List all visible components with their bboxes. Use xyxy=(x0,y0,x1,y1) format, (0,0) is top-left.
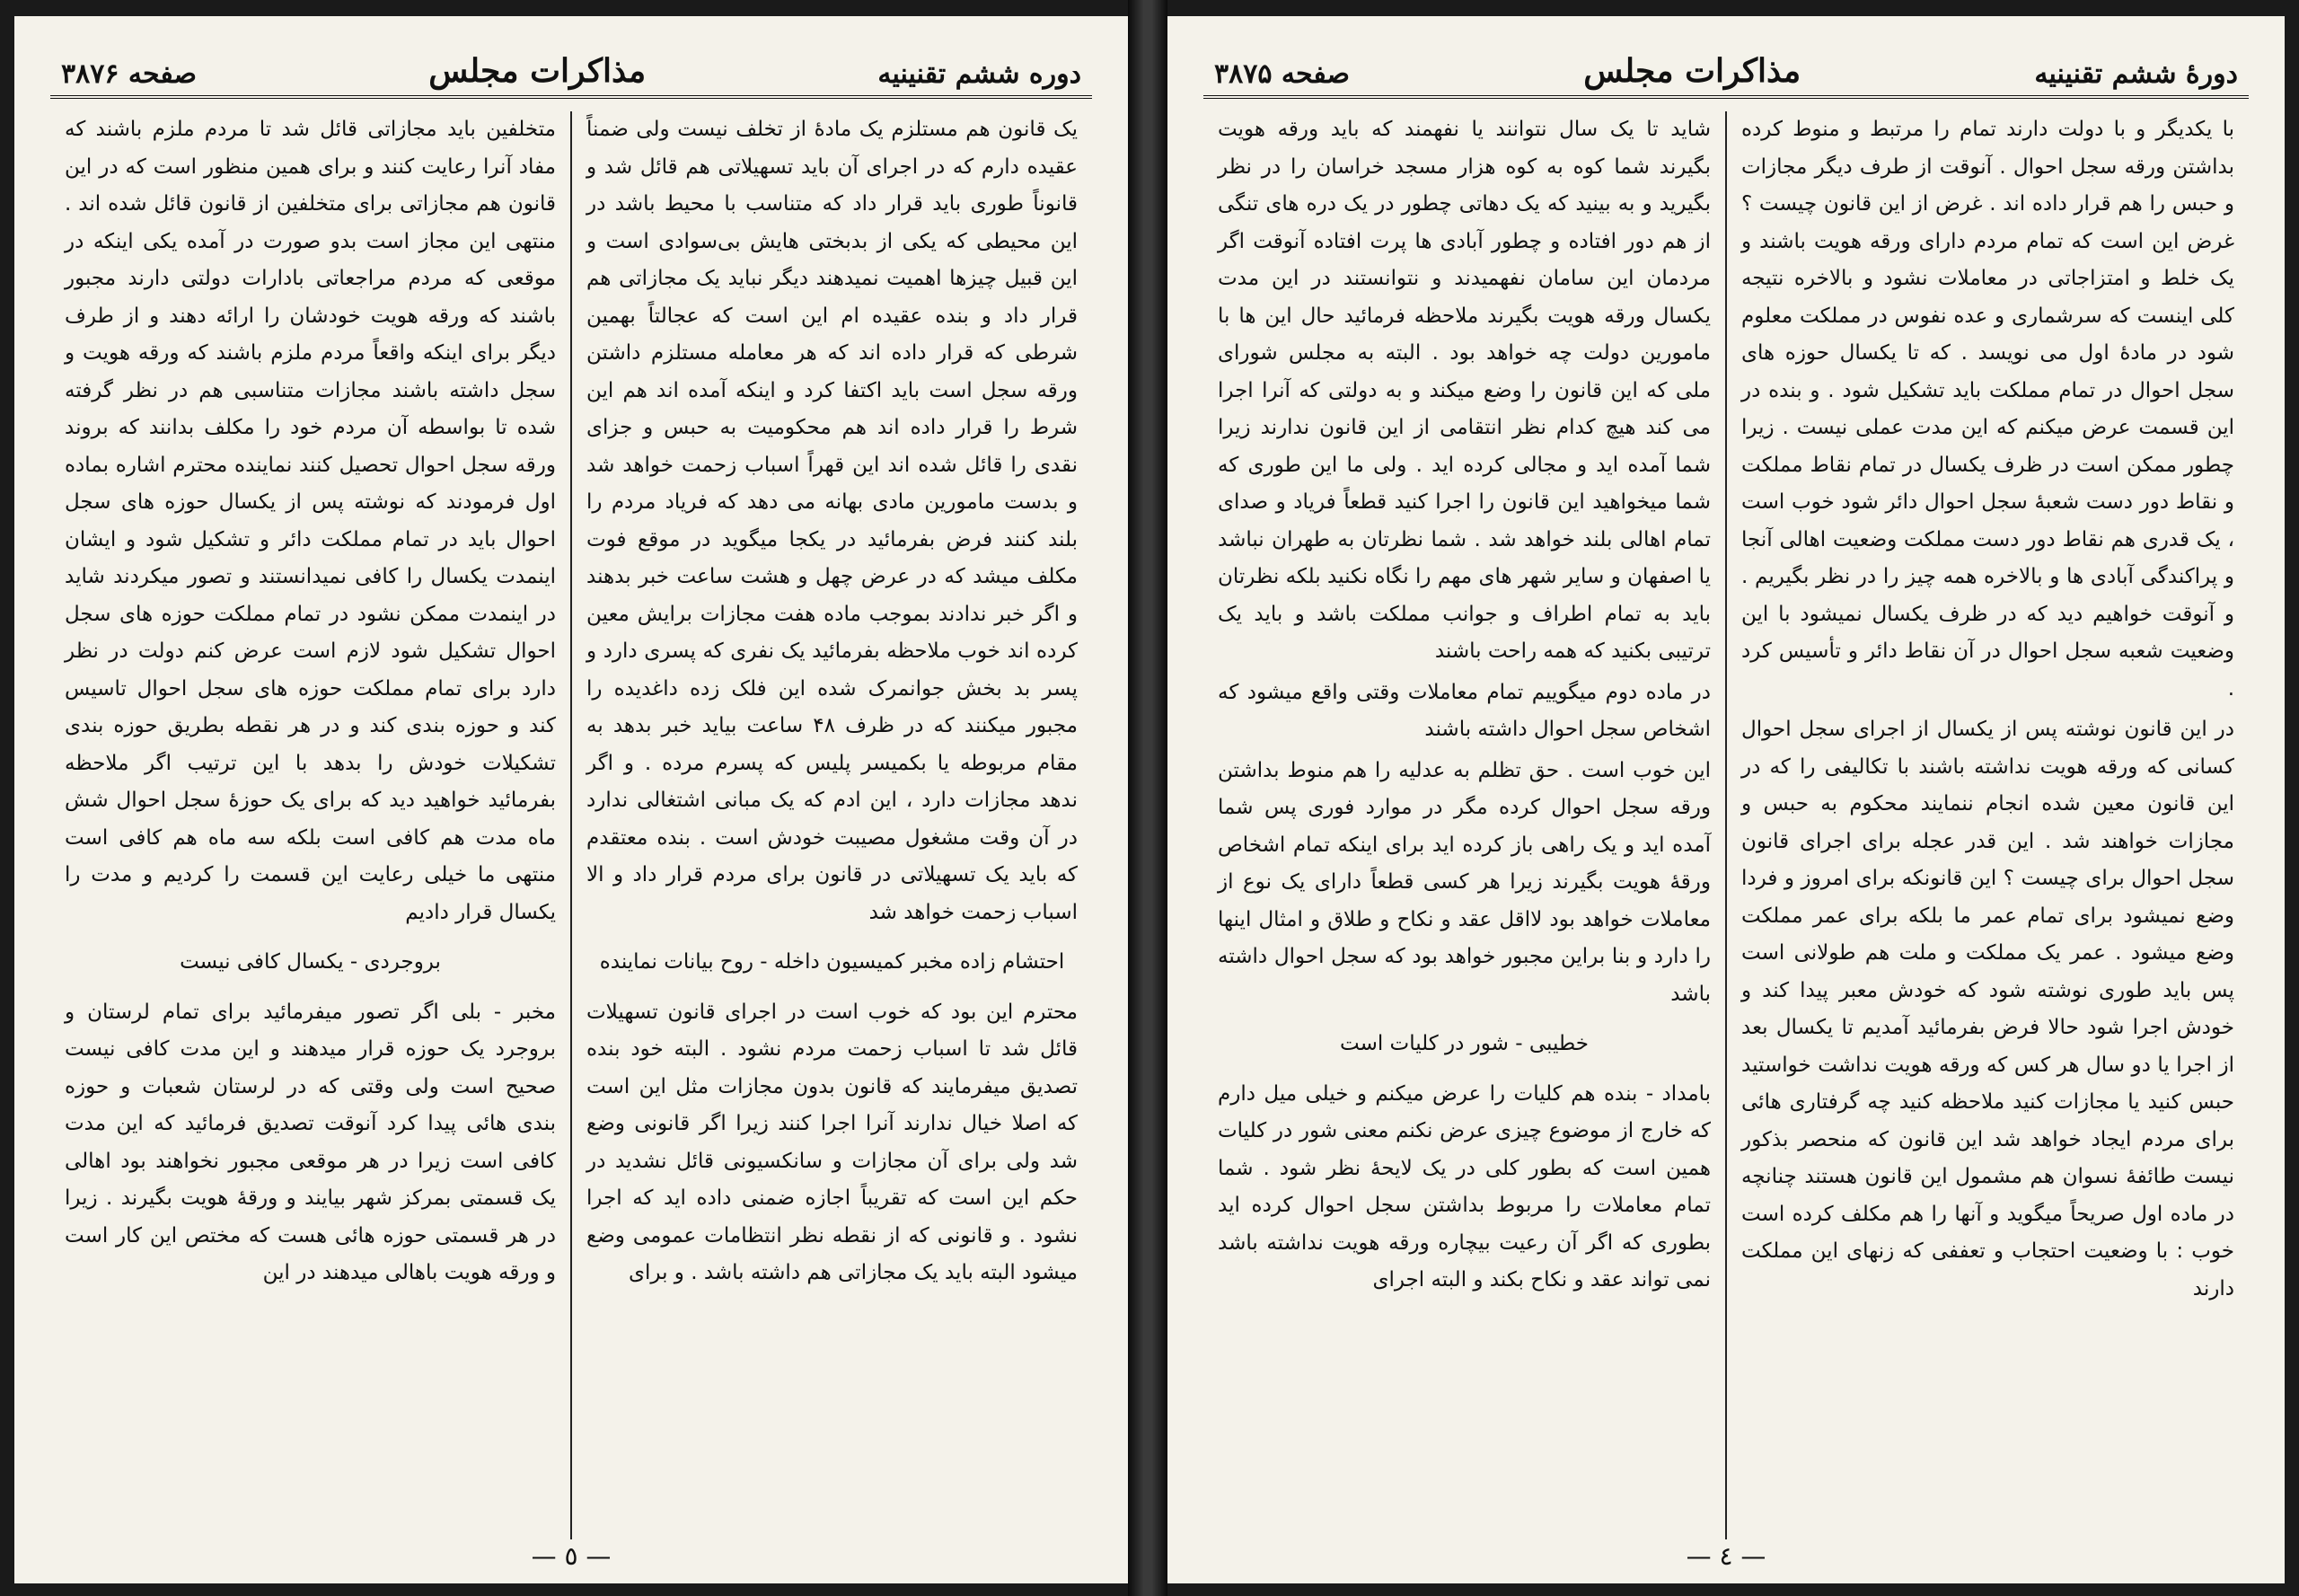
right-col-left-paragraph: شاید تا یک سال نتوانند یا نفهمند که باید ورقه هویت بگیرند شما کوه به کوه هزار مسجد خراسان را در نظر بگیرید و به بینید که یک دهاتی چطور در یک دره های تنگی از هم دور افتاده و چطور آبادی ها پرت افتاده آنوقت اگر مردمان این سامان نفهمیدند و نتوانستند در این مدت یکسال ورقه هویت بگیرند ملاحظه فرمائید حال این ها با مامورین دولت چه خواهد بود . البته به مجلس شورای ملی که این قانون را وضع میکند و به دولتی که آنرا اجرا می کند هیچ کدام نظر انتقامی از این قانون ندارند زیرا شما آمده اید و مجالی کرده اید . ولی ما این طوری که شما میخواهید این قانون را اجرا کنید قطعاً فریاد و صدای تمام اهالی بلند خواهد شد . شما نظرتان به طهران نباشد یا اصفهان و سایر شهر های مهم را نگاه نکنید بلکه نظرتان باید به تمام اطراف و جوانب مملکت باشد و باید یک ترتیبی بکنید که همه راحت باشند xyxy=(1218,118,1711,663)
left-page-header xyxy=(50,41,1092,99)
left-page-column-right xyxy=(572,111,1092,1539)
right-page-header xyxy=(1203,41,2249,99)
right-page-column-left xyxy=(1203,111,1725,1539)
left-col-left-paragraph: متخلفین باید مجازاتی قائل شد تا مردم ملزم باشند که مفاد آنرا رعایت کنند و برای همین منظور است که در این قانون هم مجازاتی برای متخلفین از قانون قائل شده اند . منتهی این مجاز است بدو صورت در آمده یکی اینکه در موقعی که مردم مراجعاتی بادارات دولتی دارند مجبور باشند که ورقه هویت خودشان را ارائه دهند و از طرف دیگر برای اینکه واقعاً مردم ملزم باشند که ورقه هویت و سجل داشته باشند مجازات متناسبی هم در نظر گرفته شده تا بواسطه آن مردم خود را مکلف بدانند که بروند ورقه سجل احوال تحصیل کنند نماینده محترم اشاره بماده اول فرمودند که نوشته پس از یکسال حوزه های سجل احوال باید در تمام مملکت دائر و تشکیل شود و ایشان اینمدت یکسال را کافی نمیدانستند و تصور میکردند شاید در اینمدت ممکن نشود در تمام مملکت حوزه های سجل احوال تشکیل شود لازم است عرض کنم دولت در نظر دارد برای تمام مملکت حوزه های سجل احوال تاسیس کند و حوزه بندی کند و در هر نقطه بطریق حوزه بندی تشکیلات خودش را بدهد با این ترتیب اگر ملاحظه بفرمائید خواهید دید که برای یک حوزهٔ سجل احوال شش ماه مدت هم کافی است بلکه سه ماه هم کافی است منتهی ما خیلی رعایت این قسمت را کردیم و مدت را یکسال قرار دادیم xyxy=(65,118,556,924)
right-page-journal-title: مذاکرات مجلس xyxy=(1583,52,1801,90)
left-col-right-paragraph: یک قانون هم مستلزم یک مادهٔ از تخلف نیست ولی ضمناً عقیده دارم که در اجرای آن باید تسهیلاتی هم قائل شد و قانوناً طوری باید قرار داد که متناسب با محیط باشد در این محیطی که یکی از بدبختی هایش بی‌سوادی است و این قبیل چیزها اهمیت نمیدهند دیگر نباید یک مجازاتی هم قرار داد و بنده عقیده ام این است که عجالتاً بهمین شرطی که قرار داده اند که هر معامله مستلزم داشتن ورقه سجل است باید اکتفا کرد و اینکه آمده اند هم این شرط را قرار داده اند هم محکومیت به حبس و جزای نقدی را قائل شده اند این قهراً اسباب زحمت خواهد شد و بدست مامورین مادی بهانه می دهد که فریاد مردم را بلند کنند فرض بفرمائید در یکجا میگوید در موقع فوت مکلف میشد که در عرض چهل و هشت ساعت خبر بدهند و اگر خبر ندادند بموجب ماده هفت مجازات برایش معین کرده اند خوب ملاحظه بفرمائید یک نفری که پسری دارد و پسر بد بخش جوانمرک شده این فلک زده داغدیده را مجبور میکنند که در ظرف ۴۸ ساعت بیاید خبر بدهد به مقام مربوطه یا بکمیسر پلیس که پسرم مرده . و اگر ندهد مجازات دارد ، این ادم که یک مبانی اشتغالی ندارد در آن وقت مشغول مصیبت خودش است . بنده معتقدم که باید یک تسهیلاتی در قانون برای مردم قرار داد و الا اسباب زحمت خواهد شد xyxy=(586,118,1078,924)
right-col-left-mid-2: این خوب است . حق تظلم به عدلیه را هم منوط بداشتن ورقه سجل احوال کرده مگر در موارد فوری پس شما آمده اید و یک راهی باز کرده اید برای اینکه تمام اشخاص ورقهٔ هویت بگیرند زیرا هر کسی قطعاً دارای یک نوع از معاملات خواهد بود لااقل عقد و نکاح و طلاق و امثال اینها را دارد و بنا براین مجبور خواهد بود که سجل احوال داشته باشد xyxy=(1218,758,1711,1006)
left-col-right-tail: محترم این بود که خوب است در اجرای قانون تسهیلات قائل شد تا اسباب زحمت مردم نشود . البته خود بنده تصدیق میفرمایند که قانون بدون مجازات مثل این است که اصلا خیال ندارند آنرا اجرا کنند زیرا اگر قانونی وضع شد ولی برای آن مجازات و سانکسیونی قائل نشدید در حکم این است که تقریباً اجازه ضمنی داده اید که اجرا نشود . و قانونی که از نقطه نظر انتظامات عمومی وضع میشود البته باید یک مجازاتی هم داشته باشد . و برای xyxy=(586,1000,1078,1284)
right-col-left-tail: بامداد - بنده هم کلیات را عرض میکنم و خیلی میل دارم که خارج از موضوع چیزی عرض نکنم معنی شور در کلیات همین است که بطور کلی در یک لایحهٔ نظر شود . شما تمام معاملات را مربوط بداشتن سجل احوال کرده اید بطوری که اگر آن رعیت بیچاره ورقه هویت نداشته باشد نمی تواند عقد و نکاح بکند و البته اجرای xyxy=(1218,1081,1711,1292)
right-page xyxy=(1167,16,2285,1583)
right-col-left-heading: خطیبی - شور در کلیات است xyxy=(1339,1032,1589,1055)
book-gutter xyxy=(1128,0,1167,1596)
left-page xyxy=(14,16,1128,1583)
left-page-session: دوره ششم تقنینیه xyxy=(877,58,1081,90)
left-page-column-left xyxy=(50,111,570,1539)
right-page-number: صفحه ۳۸۷۵ xyxy=(1214,58,1350,90)
left-page-journal-title: مذاکرات مجلس xyxy=(428,52,647,90)
right-col-right-paragraph: با یکدیگر و با دولت دارند تمام را مرتبط و منوط کرده بداشتن ورقه سجل احوال . آنوقت از طرف دیگر مجازات و حبس را هم قرار داده اند . غرض از این قانون چیست ؟ غرض این است که تمام مردم دارای ورقه هویت باشند و یک خلط و امتزاجاتی در معاملات نشود و بالاخره نتیجه کلی اینست که سرشماری و عده نفوس در مملکت معلوم شود در مادهٔ اول می نویسد . که تا یکسال حوزه های سجل احوال در تمام مملکت باید تشکیل شود . و بنده در این قسمت عرض میکنم که این مدت عملی نیست . زیرا چطور ممکن است در ظرف یکسال در تمام نقاط مملکت و نقاط دور دست شعبهٔ سجل احوال دائر شود خوب است ، یک قدری هم نقاط دور دست مملکت وضعیت اهالی آنجا و پراکندگی آبادی ها و بالاخره همه چیز را در نظر بگیریم . و آنوقت خواهیم دید که در ظرف یکسال نمیشود با این وضعیت شعبه سجل احوال در آن نقاط دائر و تأسیس کرد . xyxy=(1741,118,2234,701)
right-page-column-right xyxy=(1727,111,2249,1539)
left-page-footer: — ٥ — xyxy=(531,1541,612,1571)
right-col-right-tail: در این قانون نوشته پس از یکسال از اجرای سجل احوال کسانی که ورقه هویت نداشته باشند با تکالیفی را که در این قانون معین شده انجام ننمایند محکوم به حبس و مجازات خواهند شد . این قدر عجله برای اجرای قانون سجل احوال برای چیست ؟ این قانونکه برای امروز و فردا وضع نمیشود برای تمام عمر ما بلکه برای عمر مملکت وضع میشود . عمر یک مملکت و ملت هم طولانی است پس باید طوری نوشته شود که خودش معبر پیدا کند و خودش اجرا شود حالا فرض بفرمائید آمدیم تا یکسال بعد از اجرا یا دو سال هر کس که ورقه هویت نداشت خواستید حبس کنید یا مجازات کنید ملاحظه کنید چه گرفتاری هائی برای مردم ایجاد خواهد شد این قانون که منحصر بذکور نیست طائفهٔ نسوان هم مشمول این قانون هستند چنانچه در ماده اول صریحاً میگوید و آنها را هم مکلف کرده است خوب : با وضعیت احتجاب و تعففی که زنهای این مملکت دارند xyxy=(1741,718,2234,1301)
left-col-left-tail: مخبر - بلی اگر تصور میفرمائید برای تمام لرستان و بروجرد یک حوزه قرار میدهند و این مدت کافی نیست صحیح است ولی وقتی که در لرستان شعبات و حوزه بندی هائی پیدا کرد آنوقت تصدیق فرمائید که این مدت کافی است زیرا در هر موقعی مجبور نخواهند بود اهالی یک قسمتی بمرکز شهر بیایند و ورقهٔ هویت بگیرند . زیرا در هر قسمتی حوزه هائی هست که مختص این کار است و ورقه هویت باهالی میدهند در این xyxy=(65,1000,556,1284)
right-col-left-mid-1: در ماده دوم میگوییم تمام معاملات وقتی واقع میشود که اشخاص سجل احوال داشته باشند xyxy=(1218,680,1711,741)
right-page-session: دورهٔ ششم تقنینیه xyxy=(2034,58,2238,90)
right-page-footer: — ٤ — xyxy=(1686,1541,1766,1571)
left-col-right-heading: احتشام زاده مخبر کمیسیون داخله - روح بیانات نماینده xyxy=(599,950,1065,974)
left-page-number: صفحه ۳۸۷۶ xyxy=(61,58,197,90)
left-col-left-heading: بروجردی - یکسال کافی نیست xyxy=(180,950,441,974)
